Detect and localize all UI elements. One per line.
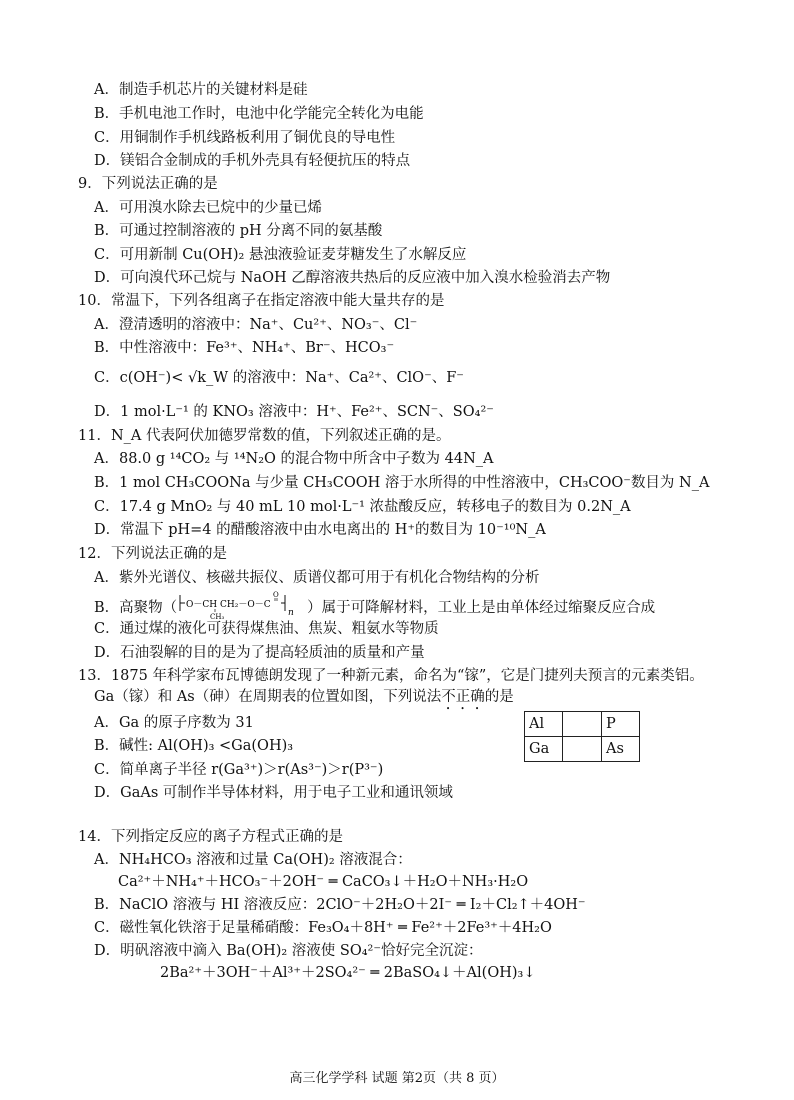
q8-option-a: A．制造手机芯片的关键材料是硅: [94, 82, 308, 98]
q12-stem: 12．下列说法正确的是: [78, 546, 227, 562]
q10-option-b: B．中性溶液中：Fe³⁺、NH₄⁺、Br⁻、HCO₃⁻: [94, 340, 395, 356]
q8-option-b: B．手机电池工作时，电池中化学能完全转化为电能: [94, 106, 424, 122]
polymer-n: n: [288, 608, 294, 618]
q8-option-d: D．镁铝合金制成的手机外壳具有轻便抗压的特点: [94, 153, 411, 169]
q14-option-b: B．NaClO 溶液与 HI 溶液反应：2ClO⁻＋2H₂O＋2I⁻ ═ I₂＋Cl₂↑＋4OH⁻: [94, 897, 586, 913]
q10-stem: 10．常温下，下列各组离子在指定溶液中能大量共存的是: [78, 293, 445, 309]
q13-option-d: D．GaAs 可制作半导体材料，用于电子工业和通讯领域: [94, 785, 453, 801]
q12-option-b-suffix: ）属于可降解材料，工业上是由单体经过缩聚反应合成: [307, 600, 656, 616]
q13-option-b: B．碱性: Al(OH)₃ <Ga(OH)₃: [94, 738, 294, 754]
q10-option-c: C．c(OH⁻)< √k_W 的溶液中：Na⁺、Ca²⁺、ClO⁻、F⁻: [94, 370, 464, 386]
q11-option-c: C．17.4 g MnO₂ 与 40 mL 10 mol·L⁻¹ 浓盐酸反应，转移电子的数目为 0.2N_A: [94, 499, 631, 515]
q14-option-d: D．明矾溶液中滴入 Ba(OH)₂ 溶液使 SO₄²⁻恰好完全沉淀：: [94, 943, 483, 959]
q10-option-d: D．1 mol·L⁻¹ 的 KNO₃ 溶液中：H⁺、Fe²⁺、SCN⁻、SO₄²⁻: [94, 404, 494, 420]
q11-stem: 11．N_A 代表阿伏加德罗常数的值，下列叙述正确的是。: [78, 428, 451, 444]
q13-stem-line2-pre: Ga（镓）和 As（砷）在周期表的位置如图，下列说法: [94, 689, 442, 705]
q13-stem-line2-post: 的是: [484, 689, 514, 705]
q9-stem: 9．下列说法正确的是: [78, 176, 218, 192]
q14-stem: 14．下列指定反应的离子方程式正确的是: [78, 829, 343, 845]
periodic-table-fragment: [524, 711, 640, 762]
q14-option-a: A．NH₄HCO₃ 溶液和过量 Ca(OH)₂ 溶液混合：: [94, 852, 412, 868]
q9-option-c: C．可用新制 Cu(OH)₂ 悬浊液验证麦芽糖发生了水解反应: [94, 247, 467, 263]
polymer-methyl: CH₃: [210, 613, 225, 620]
polymer-main-chain: O－CH CH₂－O－C: [186, 600, 271, 610]
q11-option-a: A．88.0 g ¹⁴CO₂ 与 ¹⁴N₂O 的混合物中所含中子数为 44N_A: [94, 451, 494, 467]
q9-option-a: A．可用溴水除去已烷中的少量已烯: [94, 200, 322, 216]
periodic-table-row: [525, 737, 640, 762]
q13-stem-line1: 13．1875 年科学家布瓦博德朗发现了一种新元素，命名为“镓”，它是门捷列夫预言的元素类铝。: [78, 668, 704, 684]
q12-option-a: A．紫外光谱仪、核磁共振仪、质谱仪都可用于有机化合物结构的分析: [94, 570, 540, 586]
q12-option-c: C．通过煤的液化可获得煤焦油、焦炭、粗氨水等物质: [94, 621, 439, 637]
element-cell: As: [602, 737, 640, 762]
element-cell-empty: [563, 712, 602, 737]
q11-option-b: B．1 mol CH₃COONa 与少量 CH₃COOH 溶于水所得的中性溶液中，CH₃COO⁻数目为 N_A: [94, 475, 710, 491]
q8-option-c: C．用铜制作手机线路板利用了铜优良的导电性: [94, 130, 396, 146]
element-cell: Ga: [525, 737, 563, 762]
q14-option-c: C．磁性氧化铁溶于足量稀硝酸：Fe₃O₄＋8H⁺ ═ Fe²⁺＋2Fe³⁺＋4H₂O: [94, 920, 552, 936]
q13-option-a: A．Ga 的原子序数为 31: [94, 715, 254, 731]
periodic-table-row: [525, 712, 640, 737]
element-cell: P: [602, 712, 640, 737]
q13-stem-emphasis: 不正确: [441, 689, 485, 705]
q12-option-b-prefix: B．高聚物（: [94, 600, 178, 616]
polymer-structure-svg: [177, 590, 307, 620]
element-cell: Al: [525, 712, 563, 737]
q13-stem-line2: [94, 687, 514, 713]
element-cell-empty: [563, 737, 602, 762]
q13-option-c: C．简单离子半径 r(Ga³⁺)＞r(As³⁻)＞r(P³⁻): [94, 762, 384, 778]
q12-option-d: D．石油裂解的目的是为了提高轻质油的质量和产量: [94, 645, 425, 661]
q14-option-a-equation: Ca²⁺＋NH₄⁺＋HCO₃⁻＋2OH⁻ ═ CaCO₃↓＋H₂O＋NH₃·H₂O: [118, 874, 529, 890]
page-footer: 高三化学学科 试题 第2页（共 8 页）: [289, 1071, 505, 1086]
q10-option-a: A．澄清透明的溶液中：Na⁺、Cu²⁺、NO₃⁻、Cl⁻: [94, 317, 418, 333]
q11-option-d: D．常温下 pH=4 的醋酸溶液中由水电离出的 H⁺的数目为 10⁻¹⁰N_A: [94, 522, 546, 538]
q9-option-d: D．可向溴代环己烷与 NaOH 乙醇溶液共热后的反应液中加入溴水检验消去产物: [94, 270, 611, 286]
q14-option-d-equation: 2Ba²⁺＋3OH⁻＋Al³⁺＋2SO₄²⁻ ═ 2BaSO₄↓＋Al(OH)₃↓: [160, 965, 536, 981]
polymer-carbonyl-o: O: [273, 591, 279, 599]
q9-option-b: B．可通过控制溶液的 pH 分离不同的氨基酸: [94, 223, 383, 239]
